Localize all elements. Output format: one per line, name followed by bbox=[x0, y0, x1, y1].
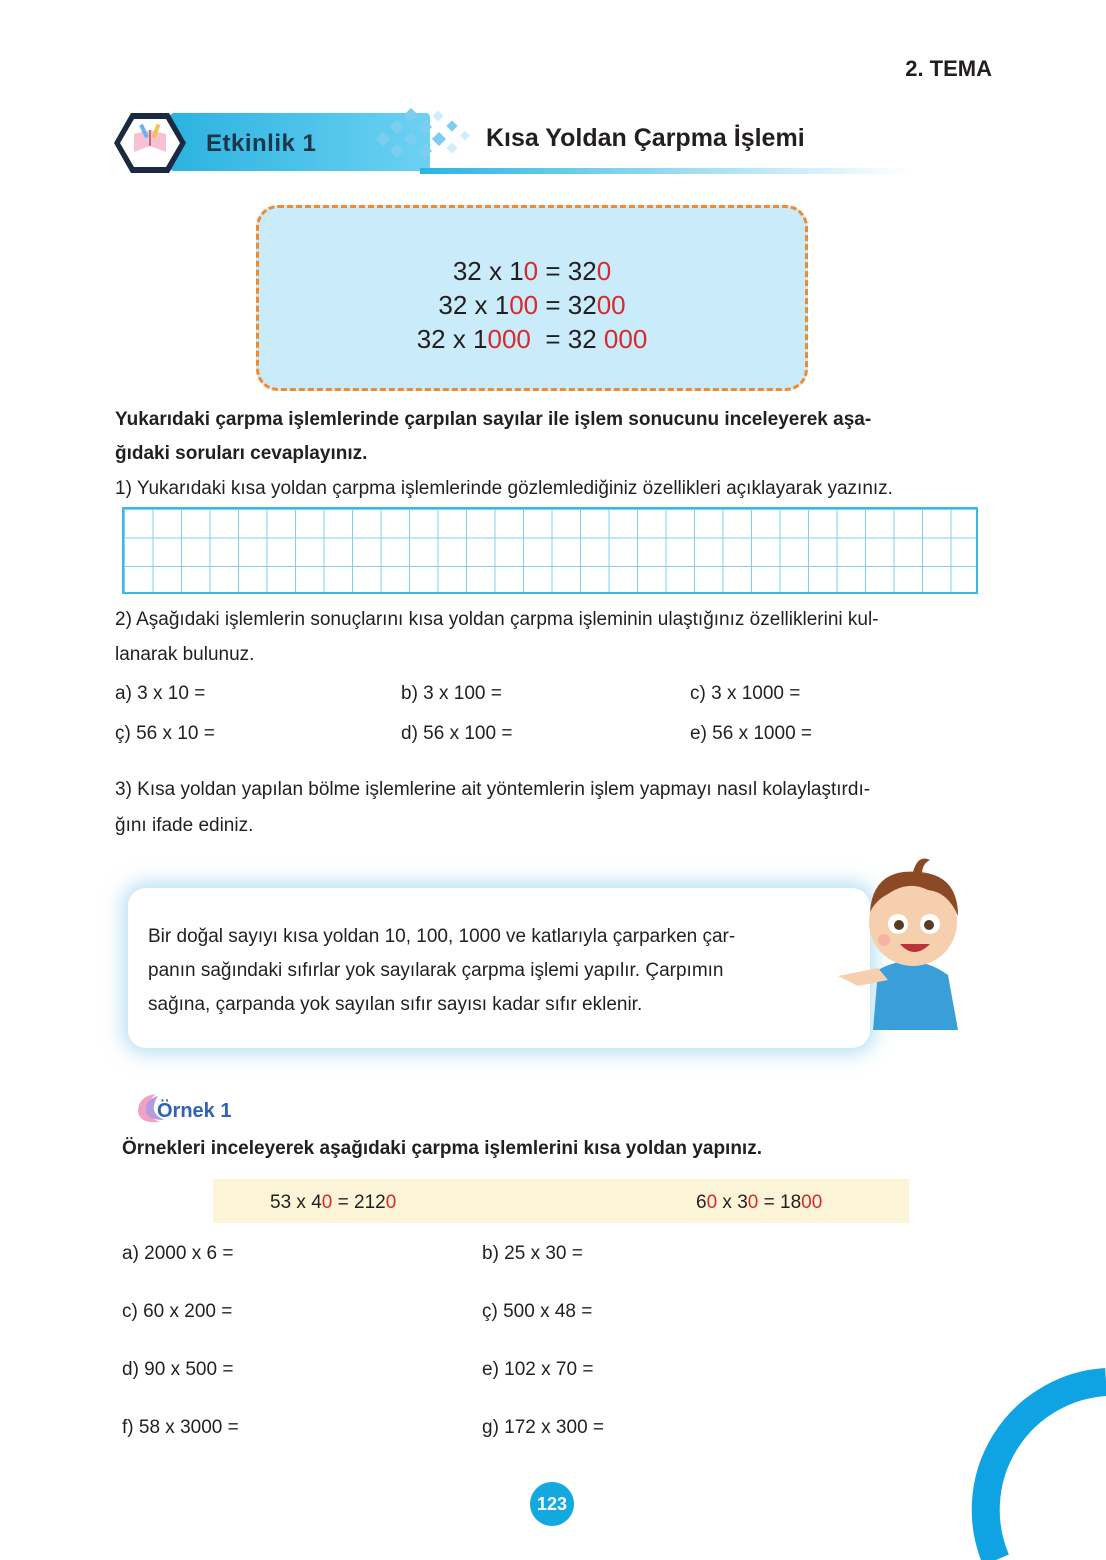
equation-row: 32 x 10 = 320 bbox=[452, 256, 612, 286]
question-2-cont: lanarak bulunuz. bbox=[115, 644, 255, 665]
exercise-item: ç) 56 x 10 = bbox=[115, 723, 215, 744]
equation-box bbox=[256, 205, 808, 391]
exercise-item: ç) 500 x 48 = bbox=[482, 1301, 593, 1322]
example-label: Örnek 1 bbox=[157, 1100, 232, 1122]
exercise-item: c) 3 x 1000 = bbox=[690, 683, 801, 704]
answer-grid[interactable] bbox=[122, 507, 978, 594]
theme-label: 2. TEMA bbox=[905, 56, 992, 81]
corner-arc-decoration bbox=[960, 1360, 1106, 1560]
exercise-item: a) 3 x 10 = bbox=[115, 683, 206, 704]
activity-label: Etkinlik 1 bbox=[206, 130, 317, 157]
exercise-item: d) 90 x 500 = bbox=[122, 1359, 234, 1380]
instruction-line: Yukarıdaki çarpma işlemlerinde çarpılan sayılar ile işlem sonucunu inceleyerek aşa- bbox=[115, 409, 872, 430]
exercise-item: b) 25 x 30 = bbox=[482, 1243, 583, 1264]
exercise-item: f) 58 x 3000 = bbox=[122, 1417, 239, 1438]
boy-mascot-icon bbox=[818, 850, 968, 1030]
exercise-item: e) 102 x 70 = bbox=[482, 1359, 594, 1380]
question-3: 3) Kısa yoldan yapılan bölme işlemlerine ait yöntemlerin işlem yapmayı nasıl kolaylaştırdı- bbox=[115, 779, 871, 800]
book-icon bbox=[112, 110, 188, 176]
exercise-item: g) 172 x 300 = bbox=[482, 1417, 605, 1438]
exercise-item: c) 60 x 200 = bbox=[122, 1301, 233, 1322]
page-number: 123 bbox=[530, 1482, 574, 1526]
pixel-decoration bbox=[368, 104, 478, 176]
equation-row: 32 x 100 = 3200 bbox=[438, 290, 626, 320]
example-instruction: Örnekleri inceleyerek aşağıdaki çarpma işlemlerini kısa yoldan yapınız. bbox=[122, 1138, 762, 1159]
question-1: 1) Yukarıdaki kısa yoldan çarpma işlemlerinde gözlemlediğiniz özellikleri açıklayarak yazınız. bbox=[115, 478, 893, 499]
banner-underline bbox=[420, 168, 910, 174]
question-2: 2) Aşağıdaki işlemlerin sonuçlarını kısa yoldan çarpma işleminin ulaştığınız özelliklerini kul- bbox=[115, 609, 879, 630]
exercise-item: d) 56 x 100 = bbox=[401, 723, 513, 744]
exercise-item: a) 2000 x 6 = bbox=[122, 1243, 234, 1264]
activity-title: Kısa Yoldan Çarpma İşlemi bbox=[486, 124, 805, 152]
info-text: Bir doğal sayıyı kısa yoldan 10, 100, 1000 ve katlarıyla çarparken çar- panın sağındaki sıfırlar yok sayılarak çarpma işlemi yapılır. Çarpımın sağına, çarpanda yok sayılan sıfır sayısı kadar sıfır eklenir. bbox=[148, 926, 736, 1015]
example-sample-1: 53 x 40 = 2120 bbox=[270, 1192, 397, 1213]
example-sample-2: 60 x 30 = 1800 bbox=[696, 1192, 823, 1213]
question-3-cont: ğını ifade ediniz. bbox=[115, 815, 254, 836]
equation-row: 32 x 1000 = 32 000 bbox=[416, 324, 648, 354]
exercise-item: b) 3 x 100 = bbox=[401, 683, 502, 704]
exercise-item: e) 56 x 1000 = bbox=[690, 723, 813, 744]
instruction-line: ğıdaki soruları cevaplayınız. bbox=[115, 443, 368, 464]
